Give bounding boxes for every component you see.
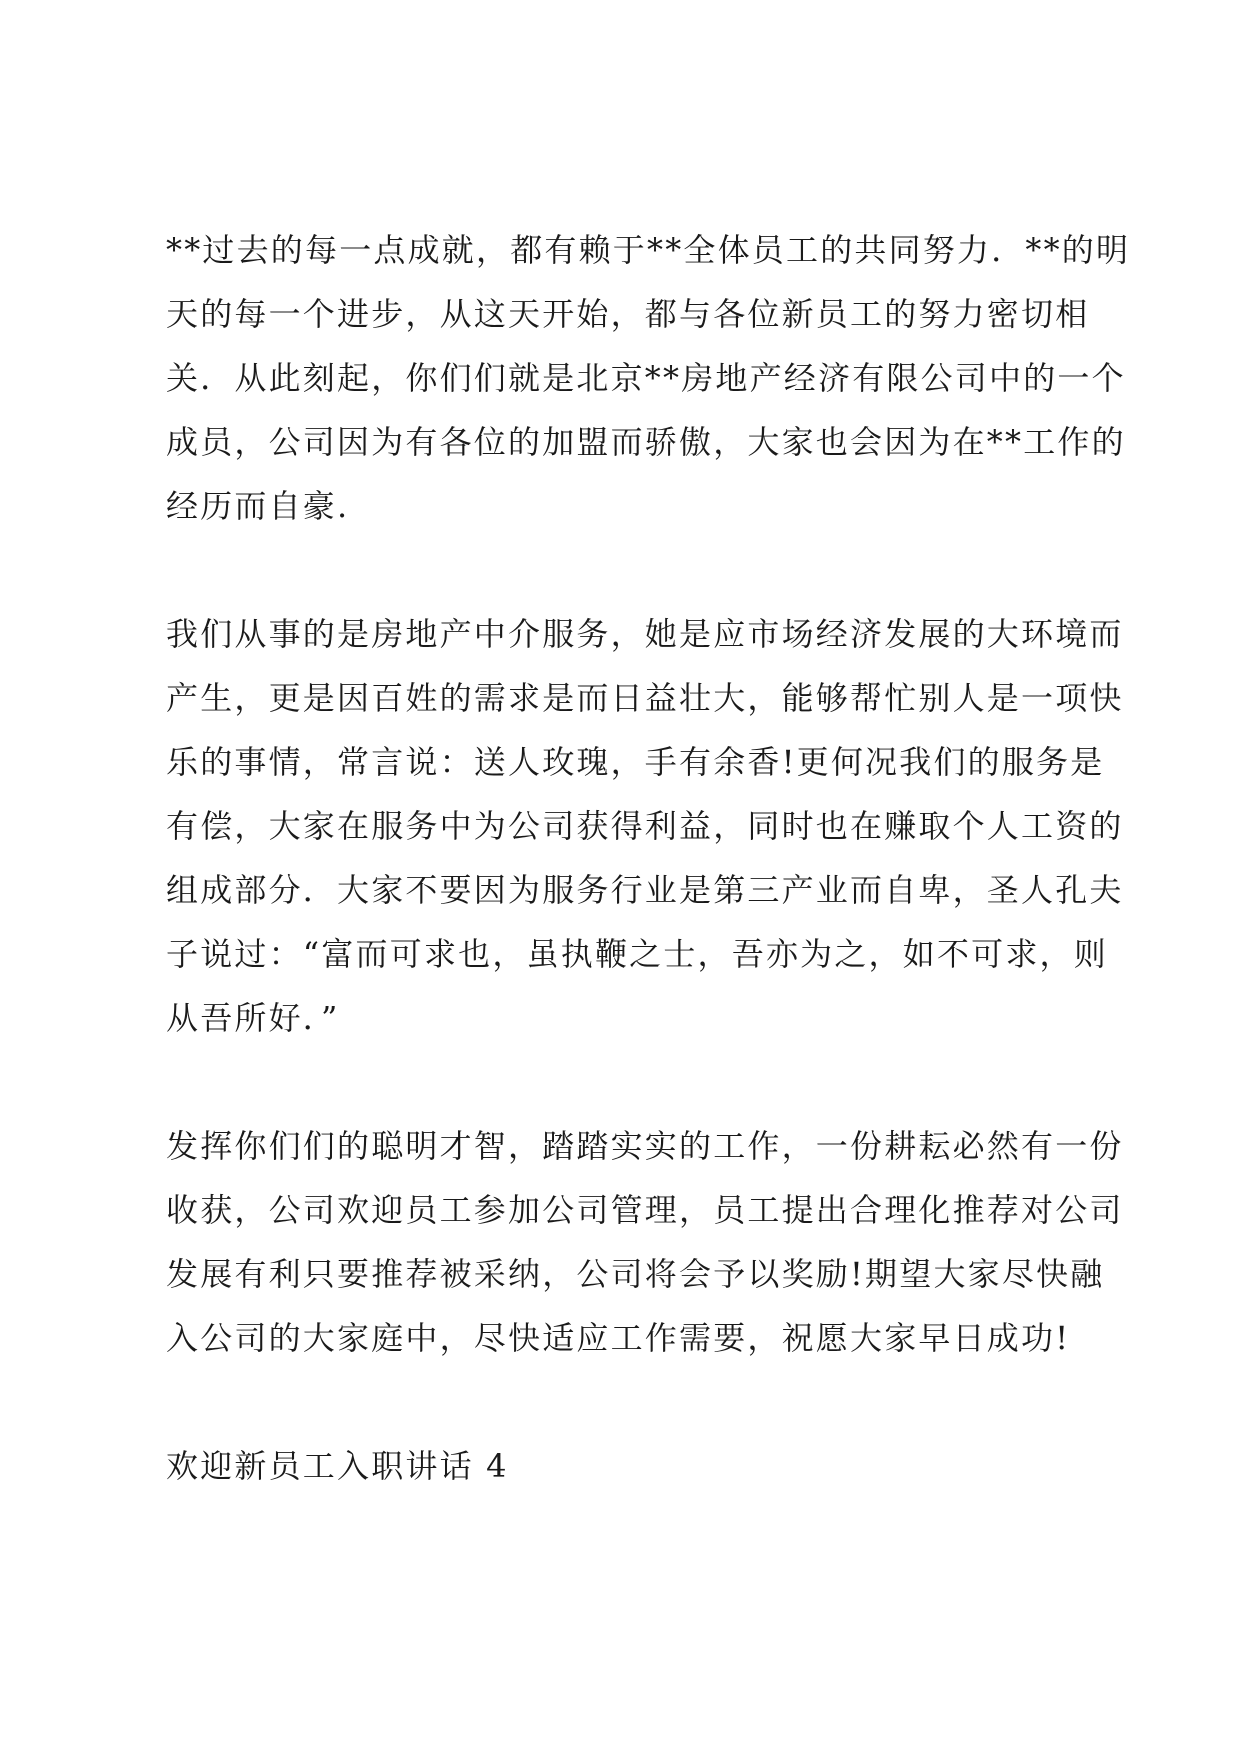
text-line: 关．从此刻起，你们们就是北京**房地产经济有限公司中的一个 <box>166 359 1126 397</box>
text-line: 产生，更是因百姓的需求是而日益壮大，能够帮忙别人是一项快 <box>166 679 1124 717</box>
text-line: 经历而自豪. <box>166 487 350 525</box>
text-line: **过去的每一点成就，都有赖于**全体员工的共同努力．**的明 <box>166 231 1131 269</box>
text-line: 收获，公司欢迎员工参加公司管理，员工提出合理化推荐对公司 <box>166 1191 1124 1229</box>
text-line: 发展有利只要推荐被采纳，公司将会予以奖励!期望大家尽快融 <box>166 1255 1105 1293</box>
text-line: 天的每一个进步，从这天开始，都与各位新员工的努力密切相 <box>166 295 1090 333</box>
text-line: 从吾所好．” <box>166 999 340 1037</box>
text-line: 组成部分．大家不要因为服务行业是第三产业而自卑，圣人孔夫 <box>166 871 1124 909</box>
text-line: 子说过：“富而可求也，虽执鞭之士，吾亦为之，如不可求，则 <box>166 935 1108 973</box>
text-line: 我们从事的是房地产中介服务，她是应市场经济发展的大环境而 <box>166 615 1124 653</box>
text-line: 成员，公司因为有各位的加盟而骄傲，大家也会因为在**工作的 <box>166 423 1126 461</box>
text-line: 入公司的大家庭中，尽快适应工作需要，祝愿大家早日成功! <box>166 1319 1071 1357</box>
text-line: 乐的事情，常言说：送人玫瑰，手有余香!更何况我们的服务是 <box>166 743 1105 781</box>
section-heading: 欢迎新员工入职讲话 4 <box>166 1447 509 1485</box>
text-line: 发挥你们们的聪明才智，踏踏实实的工作，一份耕耘必然有一份 <box>166 1127 1124 1165</box>
text-line: 有偿，大家在服务中为公司获得利益，同时也在赚取个人工资的 <box>166 807 1124 845</box>
